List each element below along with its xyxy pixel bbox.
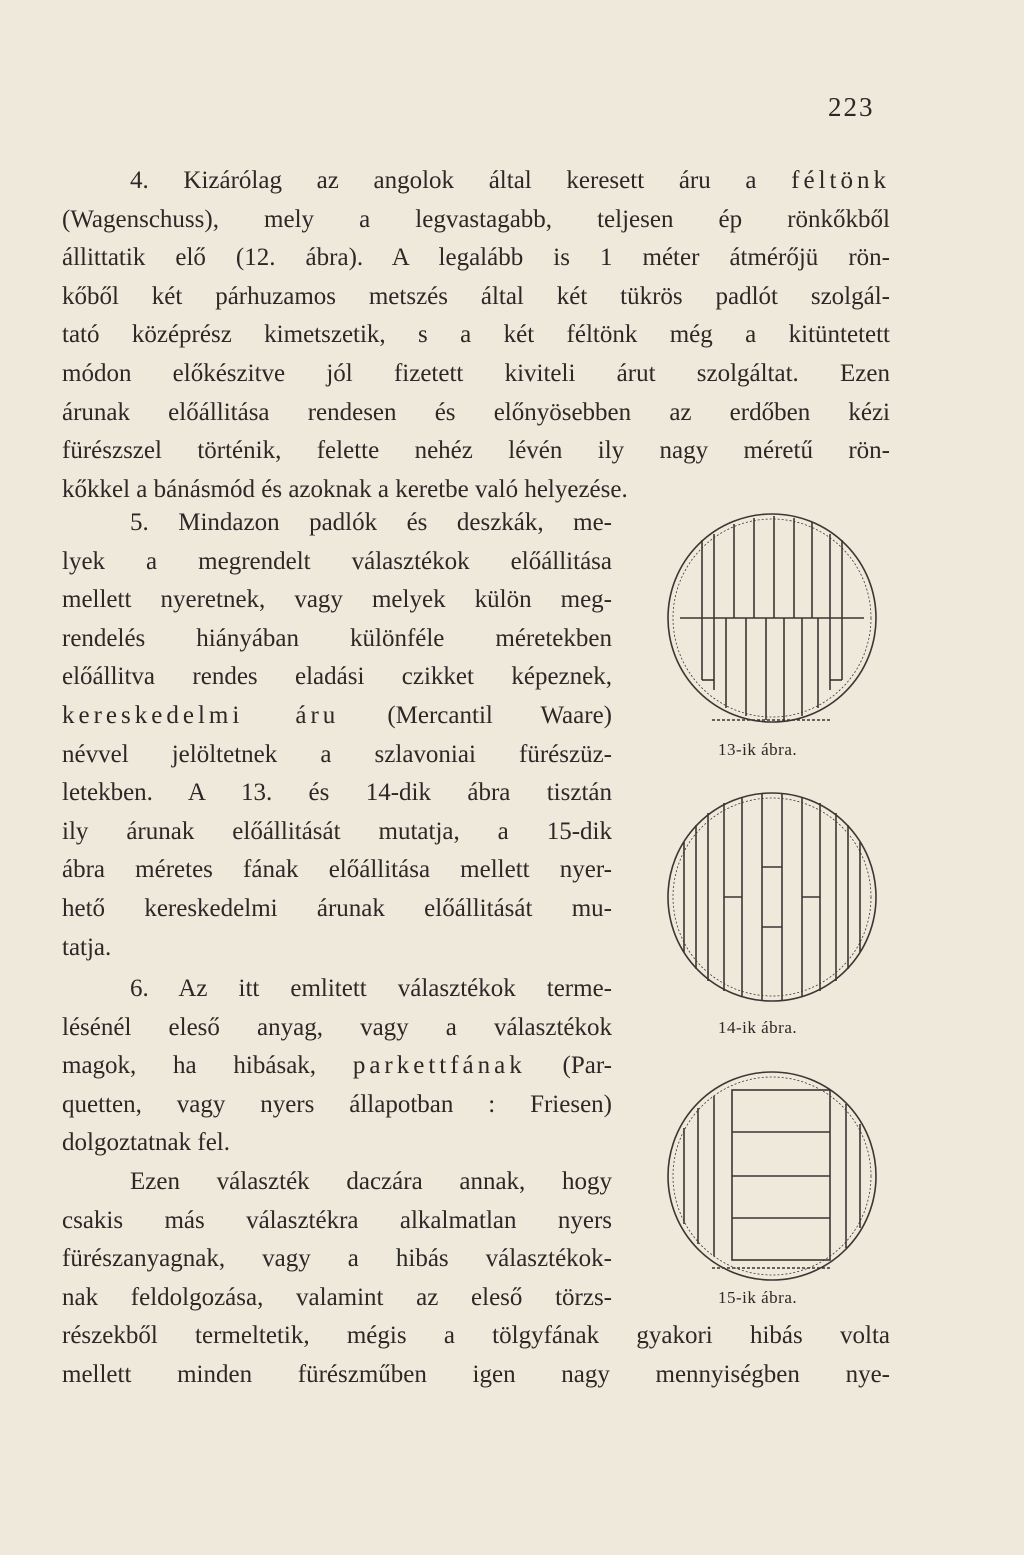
text-line (62, 1240, 612, 1278)
text-segment: Ezen választék daczára annak, hogy (130, 1168, 612, 1195)
text-segment: dolgoztatnak fel. (62, 1129, 230, 1157)
text-segment: 5. Mindazon padlók és deszkák, me- (130, 509, 612, 536)
spaced-term: parkettfának (352, 1052, 526, 1080)
figure-15-caption: 15-ik ábra. (718, 1288, 798, 1307)
text-line (62, 1317, 890, 1355)
text-segment: részekből termeltetik, mégis a tölgyfának gyakori hibás volta (62, 1322, 890, 1350)
text-segment: magok, ha hibásak, (62, 1052, 353, 1080)
text-segment: lyek a megrendelt választékok előállitása (62, 547, 612, 575)
text-segment: quetten, vagy nyers állapotban : Friesen) (62, 1090, 612, 1118)
text-line (62, 658, 612, 696)
log-cross-section-13-icon (662, 510, 882, 725)
text-segment: módon előkészitve jól fizetett kiviteli árut szolgáltat. Ezen (62, 360, 890, 387)
figure-13-caption: 13-ik ábra. (718, 740, 798, 759)
text-line (62, 278, 890, 316)
text-line (62, 1279, 612, 1317)
text-line (62, 697, 612, 735)
figure-14-caption: 14-ik ábra. (718, 1018, 798, 1037)
text-segment: mellett minden fürészműben igen nagy mennyiségben nye- (62, 1361, 890, 1388)
text-segment: fürészanyagnak, vagy a hibás választékok- (62, 1245, 612, 1273)
log-cross-section-15-icon (662, 1068, 882, 1283)
page-number: 223 (828, 92, 875, 122)
text-line (130, 162, 890, 200)
text-line (62, 1124, 612, 1162)
text-segment: 6. Az itt emlitett választékok terme- (130, 975, 612, 1002)
text-segment: (Wagenschuss), mely a legvastagabb, teljesen ép rönkőkből (62, 205, 890, 233)
text-line (62, 813, 612, 851)
text-line (62, 239, 890, 277)
text-segment: nak feldolgozása, valamint az eleső törzs- (62, 1283, 612, 1311)
text-line (62, 851, 612, 889)
text-segment: lésénél eleső anyag, vagy a választékok (62, 1013, 612, 1041)
text-line (130, 1163, 612, 1201)
text-segment: rendelés hiányában különféle méretekben (62, 624, 612, 652)
text-segment: ily árunak előállitását mutatja, a 15-dik (62, 817, 612, 845)
text-segment: előállitva rendes eladási czikket képeznek, (62, 663, 612, 691)
text-line (62, 736, 612, 774)
text-line (62, 1202, 612, 1240)
text-line (62, 774, 612, 812)
text-segment: (Mercantil Waare) (339, 702, 612, 729)
spaced-term: féltönk (791, 167, 890, 194)
text-line (62, 620, 612, 658)
text-segment: tató középrész kimetszetik, s a két féltönk még a kitüntetett (62, 321, 890, 349)
log-cross-section-14-icon (662, 787, 882, 1007)
text-line (62, 201, 890, 239)
text-segment: állittatik elő (12. ábra). A legalább is 1 méter átmérőjü rön- (62, 244, 890, 272)
text-segment: mellett nyeretnek, vagy melyek külön meg- (62, 586, 612, 614)
text-segment: csakis más választékra alkalmatlan nyers (62, 1206, 612, 1234)
text-segment: árunak előállitása rendesen és előnyösebben az erdőben kézi (62, 398, 890, 426)
text-line (62, 432, 890, 470)
text-segment: ábra méretes fának előállitása mellett nyer- (62, 856, 612, 884)
text-segment: tatja. (62, 933, 112, 961)
text-line (62, 543, 612, 581)
text-segment: fürészszel történik, felette nehéz lévén ily nagy méretű rön- (62, 437, 890, 465)
text-segment: kőkkel a bánásmód és azoknak a keretbe való helyezése. (62, 475, 628, 503)
text-segment: hető kereskedelmi árunak előállitását mu- (62, 895, 612, 922)
spaced-term: kereskedelmi áru (62, 702, 340, 729)
text-line (62, 1047, 612, 1085)
text-segment: névvel jelöltetnek a szlavoniai fürészüz- (62, 740, 612, 768)
text-line (62, 929, 612, 967)
text-line (62, 890, 612, 928)
text-segment: kőből két párhuzamos metszés által két tükrös padlót szolgál- (62, 282, 890, 310)
text-line (130, 970, 612, 1008)
text-line (62, 1086, 612, 1124)
text-segment: letekben. A 13. és 14-dik ábra tisztán (62, 779, 612, 807)
text-line (62, 394, 890, 432)
text-segment: 4. Kizárólag az angolok által keresett áru a (130, 167, 792, 194)
text-line (62, 316, 890, 354)
text-line (62, 1009, 612, 1047)
text-line (62, 1356, 890, 1394)
text-line (130, 504, 612, 542)
text-line (62, 355, 890, 393)
text-segment: (Par- (525, 1052, 612, 1080)
text-line (62, 581, 612, 619)
